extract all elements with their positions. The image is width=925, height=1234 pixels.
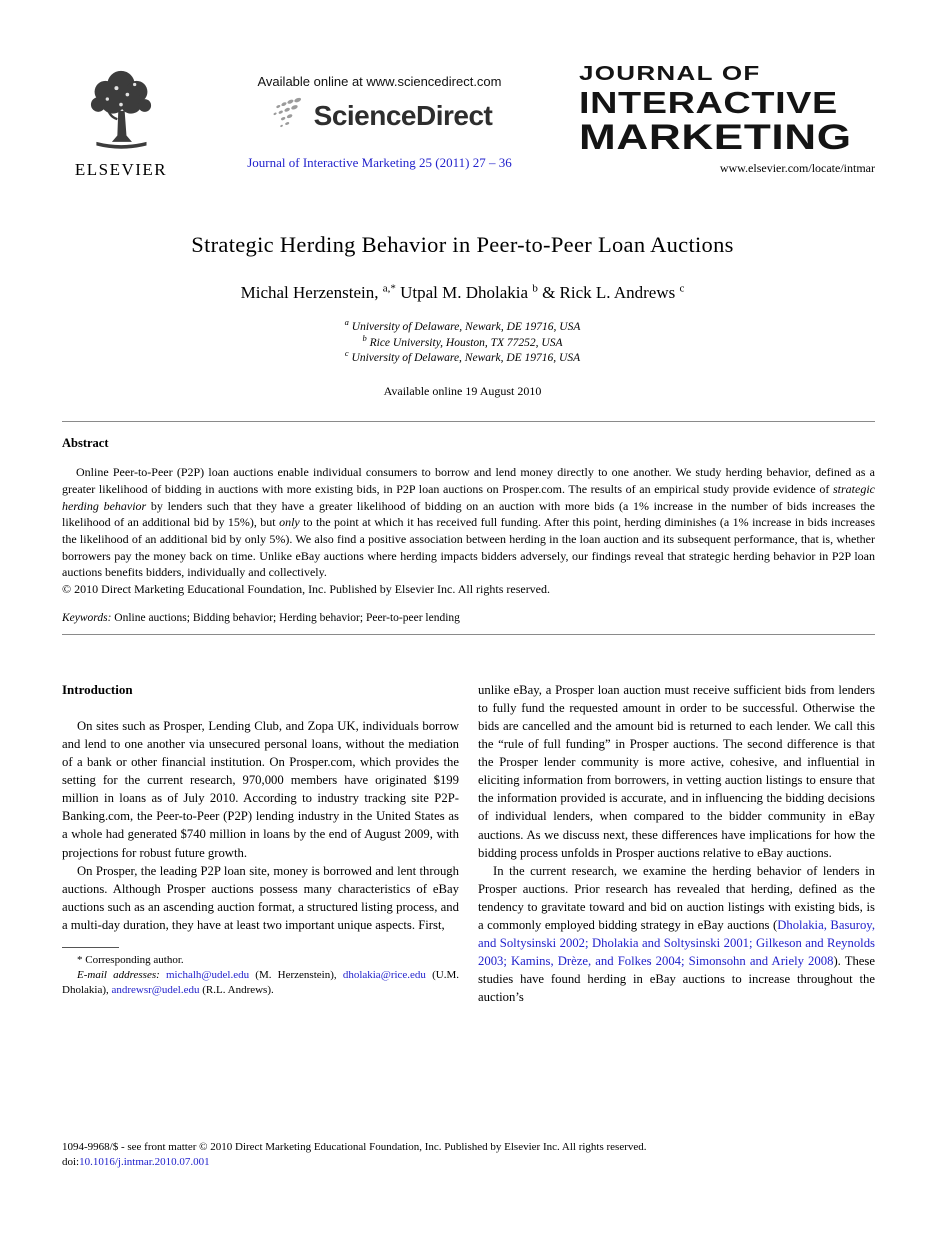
author-affil-mark-3: c: [679, 282, 685, 295]
elsevier-tree-icon: [80, 141, 162, 158]
available-online-text: Available online at www.sciencedirect.com: [257, 74, 502, 89]
sciencedirect-swoosh-icon: [267, 96, 309, 135]
email-link-dholakia[interactable]: dholakia@rice.edu: [342, 968, 426, 981]
left-column: [62, 681, 459, 1007]
journal-homepage-url[interactable]: www.elsevier.com/locate/intmar: [719, 161, 875, 175]
affiliation-a-mark: a: [344, 317, 349, 328]
affiliation-b-text: Rice University, Houston, TX 77252, USA: [369, 336, 563, 349]
abstract-italic-phrase2: only: [279, 515, 300, 530]
affiliation-c: [0, 348, 925, 367]
doi-link[interactable]: 10.1016/j.intmar.2010.07.001: [79, 1156, 210, 1168]
doi-label: doi:: [62, 1156, 80, 1168]
journal-name-line2: INTERACTIVE: [579, 85, 838, 120]
keywords-label: Keywords:: [62, 611, 112, 624]
keywords-text: Online auctions; Bidding behavior; Herding behavior; Peer-to-peer lending: [111, 611, 460, 624]
citation-links-cluster[interactable]: Dholakia, Basuroy, and Soltysinski 2002; Dholakia and Soltysinski 2001; Gilkeson and Reynolds 2003; Kamins, Drèze, and Folkes 2004; Simonsohn and Ariely 2008: [478, 918, 875, 969]
corresponding-author-note: * Corresponding author.: [77, 954, 184, 967]
doi-line: [62, 1155, 647, 1170]
elsevier-wordmark: ELSEVIER: [74, 160, 168, 179]
journal-name-line1: JOURNAL OF: [579, 63, 761, 85]
email-link-andrews[interactable]: andrewsr@udel.edu: [111, 983, 200, 996]
right-column: [478, 681, 875, 1007]
abstract-text-part1: Online Peer-to-Peer (P2P) loan auctions enable individual consumers to borrow and lend money directly to one another. We study herding behavior, defined as a greater likelihood of bidding in auctions with more existing bids, in P2P loan auctions on Prosper.com. The results of an empirical study provide evidence of: [62, 465, 875, 496]
author-list: [0, 283, 925, 303]
journal-masthead: [579, 62, 875, 176]
affiliation-b-mark: b: [362, 332, 367, 343]
abstract-text-part2: by lenders such that they have a greater likelihood of bidding on an auction with more bids (a 1% increase in the number of bids increases the likelihood of an additional bid by 15%), but: [62, 498, 876, 530]
author-name-1: Michal Herzenstein,: [240, 283, 379, 302]
copyright-line: © 2010 Direct Marketing Educational Foundation, Inc. Published by Elsevier Inc. All rights reserved.: [62, 582, 551, 597]
intro-paragraph-4-part2: ). These studies have found herding in eBay auctions to increase throughout the auction’s: [478, 954, 875, 1005]
affiliation-c-text: University of Delaware, Newark, DE 19716, USA: [351, 352, 581, 364]
email-owner-3: (R.L. Andrews).: [199, 983, 274, 996]
intro-paragraph-3: unlike eBay, a Prosper loan auction must receive sufficient bids from lenders to fully fund the requested amount in order to be successful. Otherwise the bids are cancelled and the amount bid is returned to each lender. We call this the “rule of full funding” in Prosper auctions. The second difference is that the Prosper lender community is more active, cohesive, and influential in eliciting information from borrowers, in vetting auction listings to ensure that the information provided is accurate, and in influencing the bidding decisions of individual lenders, when compared to the bidder community in eBay auctions. As we discuss next, these differences have implications for how the bidding process unfolds in Prosper auctions relative to eBay auctions.: [478, 682, 875, 860]
affiliation-c-mark: c: [344, 348, 349, 359]
intro-paragraph-1: On sites such as Prosper, Lending Club, and Zopa UK, individuals borrow and lend to one another via unsecured personal loans, without the mediation of a bank or other financial institution. On Prosper.com, which provides the setting for the current research, 970,000 members have originated $199 million in loans as of July 2010. According to industry tracking site P2P-Banking.com, the Peer-to-Peer (P2P) lending industry in the United States as a whole had generated $740 million in loans by the end of August 2009, with projections for robust future growth.: [62, 718, 459, 860]
abstract-heading: Abstract: [62, 435, 109, 450]
intro-paragraph-4-part1: In the current research, we examine the herding behavior of lenders in Prosper auctions. Prior research has revealed that herding, defined as the tendency to gravitate toward and bid on auction listings with existing bids, is a commonly employed bidding strategy in eBay auctions (: [478, 863, 875, 933]
divider-above-abstract: [62, 421, 875, 422]
intro-paragraph-4: [478, 862, 875, 1007]
article-title: Strategic Herding Behavior in Peer-to-Peer Loan Auctions: [191, 232, 734, 257]
author-affil-mark-2: b: [532, 282, 538, 295]
divider-below-keywords: [62, 634, 875, 635]
abstract-text: [62, 464, 875, 581]
email-link-herzenstein[interactable]: michalh@udel.edu: [165, 968, 250, 981]
email-owner-2: (U.M. Dholakia),: [62, 968, 460, 996]
author-name-3: Rick L. Andrews: [559, 283, 676, 302]
journal-name-line3: MARKETING: [579, 118, 852, 157]
keywords-line: [62, 612, 875, 624]
footnote-block: [62, 947, 459, 997]
affiliation-a: [0, 317, 925, 336]
imprint-footer: [62, 1140, 647, 1170]
author-affil-mark-1: a,*: [382, 282, 396, 295]
journal-citation-link[interactable]: Journal of Interactive Marketing 25 (2011) 27 – 36: [247, 155, 512, 170]
intro-paragraph-2: On Prosper, the leading P2P loan site, money is borrowed and lent through auctions. Although Prosper auctions possess many characteristics of eBay auctions such as an ascending auction format, a structured listing process, and a multi-day duration, they have at least two important unique aspects. First,: [62, 863, 459, 932]
affiliation-a-text: University of Delaware, Newark, DE 19716, USA: [351, 321, 581, 333]
author-separator: &: [542, 283, 556, 302]
available-online-date: Available online 19 August 2010: [383, 383, 542, 398]
footnote-divider: [62, 947, 119, 948]
abstract-text-part3: to the point at which it has received full funding. After this point, herding diminishes (a 1% increase in bids increases the likelihood of an additional bid by only 5%). We also find a positive association between herding in the loan auction and its subsequent performance, that is, whether borrowers pay the money back on time. Unlike eBay auctions where herding impacts bidders adversely, our findings reveal that strategic herding behavior in P2P loan auctions benefits bidders, individually and collectively.: [62, 515, 875, 580]
issn-copyright-line: 1094-9968/$ - see front matter © 2010 Direct Marketing Educational Foundation, Inc. Published by Elsevier Inc. All rights reserved.: [62, 1141, 647, 1153]
email-label: E-mail addresses:: [77, 968, 160, 981]
sciencedirect-wordmark: ScienceDirect: [313, 99, 493, 131]
sciencedirect-logo: [180, 96, 579, 135]
elsevier-logo-block: [62, 66, 180, 180]
email-addresses-note: [62, 968, 459, 998]
affiliation-b: [0, 332, 925, 352]
page-header: [62, 63, 875, 180]
header-center-block: [180, 66, 579, 171]
introduction-heading: Introduction: [62, 681, 133, 697]
author-name-2: Utpal M. Dholakia: [400, 283, 529, 302]
email-owner-1: (M. Herzenstein),: [249, 968, 343, 981]
affiliation-list: [0, 317, 925, 367]
body-columns: [62, 681, 875, 1007]
abstract-section: [62, 435, 875, 598]
abstract-italic-phrase1: strategic herding behavior: [62, 481, 875, 513]
